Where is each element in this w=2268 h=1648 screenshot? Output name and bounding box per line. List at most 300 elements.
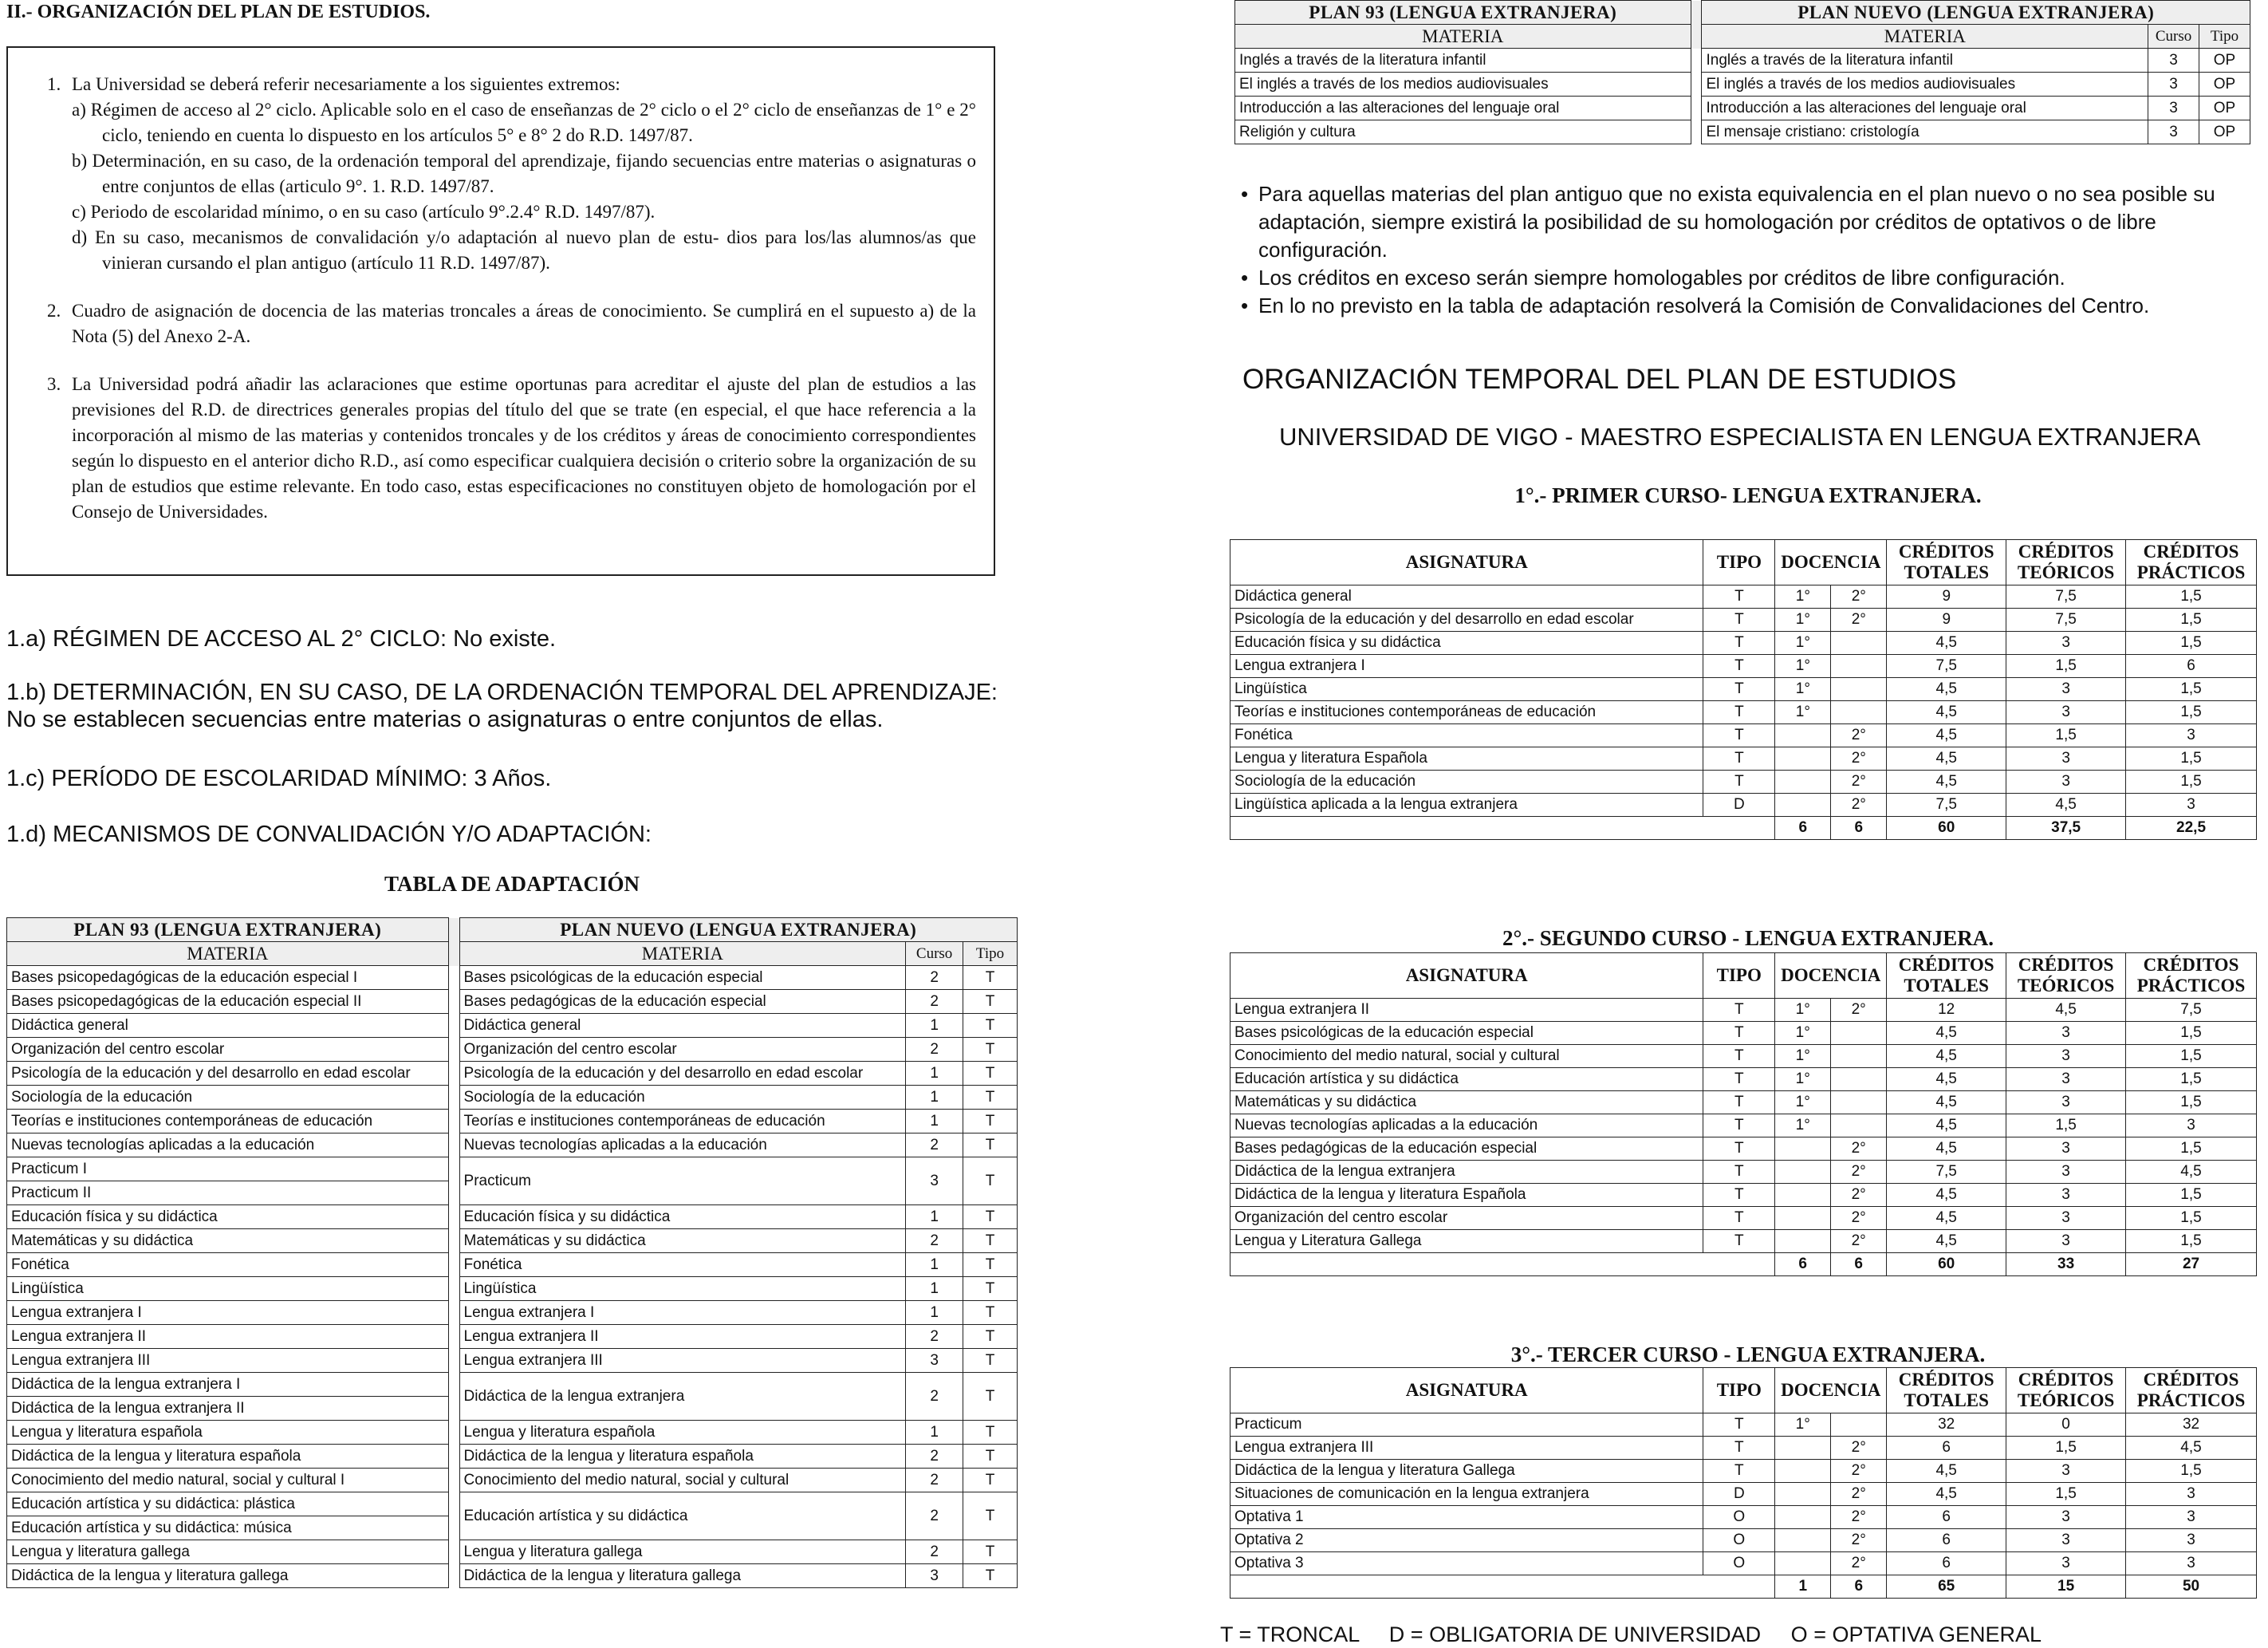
old-subject: Didáctica de la lengua extranjera II <box>7 1397 449 1421</box>
docencia-2-cell: 2° <box>1831 999 1887 1022</box>
new-subject: Lengua extranjera I <box>459 1301 906 1325</box>
adaptation-row <box>7 1349 1018 1373</box>
tipo-header-2: Tipo <box>2199 25 2250 49</box>
gap-cell <box>448 1038 459 1062</box>
totales-cell: 4,5 <box>1887 724 2006 747</box>
gap-cell <box>448 1540 459 1564</box>
course-row <box>1230 1207 2257 1230</box>
practicos-cell: 1,5 <box>2126 1207 2257 1230</box>
note-1-text: 1. La Universidad se deberá referir necesariamente a los siguientes extremos: <box>72 74 620 94</box>
subject-cell: Didáctica de la lengua y literatura Gallega <box>1230 1460 1703 1483</box>
teoricos-cell: 3 <box>2006 771 2126 794</box>
tipo-cell: T <box>1703 1230 1775 1253</box>
totales-cell: 4,5 <box>1887 678 2006 701</box>
gap-cell <box>448 1157 459 1205</box>
teoricos-cell: 3 <box>2006 632 2126 655</box>
docencia-1-cell: 1° <box>1775 1045 1831 1068</box>
curso-cell: 2 <box>906 1445 963 1469</box>
materia-old-header-2: MATERIA <box>1235 25 1691 49</box>
docencia-2-cell: 2° <box>1831 1137 1887 1161</box>
notes-box <box>6 46 995 576</box>
curso-cell: 3 <box>2148 49 2199 73</box>
course-row <box>1230 1068 2257 1091</box>
gap-cell <box>1691 120 1702 144</box>
new-subject: Lingüística <box>459 1277 906 1301</box>
tipo-cell: T <box>963 1373 1018 1421</box>
gap-cell <box>1691 73 1702 97</box>
tipo-cell: T <box>963 1157 1018 1205</box>
course-2-title: 2°.- SEGUNDO CURSO - LENGUA EXTRANJERA. <box>1502 926 1994 950</box>
totales-cell: 4,5 <box>1887 1045 2006 1068</box>
docencia-2-cell: 2° <box>1831 1207 1887 1230</box>
teoricos-cell: 1,5 <box>2006 655 2126 678</box>
old-subject: Educación artística y su didáctica: música <box>7 1516 449 1540</box>
curso-cell: 1 <box>906 1062 963 1086</box>
curso-cell: 3 <box>2148 120 2199 144</box>
docencia-2-cell: 2° <box>1831 1506 1887 1529</box>
course-1-table-wrap <box>1230 539 2257 840</box>
tipo-cell: T <box>1703 1114 1775 1137</box>
course-row <box>1230 747 2257 771</box>
tipo-cell: T <box>963 1277 1018 1301</box>
docencia-1-cell <box>1775 794 1831 817</box>
docencia-2-cell: 2° <box>1831 585 1887 609</box>
new-subject: Fonética <box>459 1253 906 1277</box>
old-subject: Psicología de la educación y del desarrollo en edad escolar <box>7 1062 449 1086</box>
creditos-practicos-header: CRÉDITOS PRÁCTICOS <box>2126 540 2257 585</box>
course-1-title: 1°.- PRIMER CURSO- LENGUA EXTRANJERA. <box>1514 483 1982 507</box>
gap-cell <box>1691 49 1702 73</box>
teoricos-cell: 3 <box>2006 1506 2126 1529</box>
subject-cell: Didáctica de la lengua extranjera <box>1230 1161 1703 1184</box>
tipo-cell: T <box>963 1349 1018 1373</box>
tipo-cell: T <box>963 1205 1018 1229</box>
totals-blank <box>1230 1253 1775 1276</box>
docencia-1-cell <box>1775 1529 1831 1552</box>
new-subject: Matemáticas y su didáctica <box>459 1229 906 1253</box>
docencia-2-cell: 2° <box>1831 1161 1887 1184</box>
practicos-cell: 1,5 <box>2126 1184 2257 1207</box>
adaptation-row <box>7 1469 1018 1492</box>
new-subject: Teorías e instituciones contemporáneas de educación <box>459 1110 906 1133</box>
docencia-2-cell: 2° <box>1831 1483 1887 1506</box>
practicos-cell: 1,5 <box>2126 1091 2257 1114</box>
docencia-1-total: 1 <box>1775 1575 1831 1599</box>
subject-cell: Organización del centro escolar <box>1230 1207 1703 1230</box>
old-subject: Lengua y literatura gallega <box>7 1540 449 1564</box>
old-subject: Introducción a las alteraciones del lenguaje oral <box>1235 97 1691 120</box>
teoricos-cell: 1,5 <box>2006 1437 2126 1460</box>
gap-cell <box>448 966 459 990</box>
subject-cell: Didáctica de la lengua y literatura Española <box>1230 1184 1703 1207</box>
new-subject: El inglés a través de los medios audiovisuales <box>1702 73 2148 97</box>
curso-cell: 3 <box>906 1157 963 1205</box>
curso-cell: 2 <box>906 966 963 990</box>
teoricos-cell: 3 <box>2006 678 2126 701</box>
adaptation-row <box>7 1564 1018 1588</box>
totales-cell: 4,5 <box>1887 1114 2006 1137</box>
docencia-1-cell <box>1775 724 1831 747</box>
totales-cell: 12 <box>1887 999 2006 1022</box>
curso-cell: 2 <box>906 1133 963 1157</box>
practicos-cell: 32 <box>2126 1413 2257 1437</box>
teoricos-cell: 3 <box>2006 1230 2126 1253</box>
docencia-1-cell <box>1775 1460 1831 1483</box>
totales-cell: 4,5 <box>1887 701 2006 724</box>
practicos-cell: 1,5 <box>2126 747 2257 771</box>
curso-cell: 1 <box>906 1014 963 1038</box>
subject-cell: Conocimiento del medio natural, social y cultural <box>1230 1045 1703 1068</box>
new-subject: Educación artística y su didáctica <box>459 1492 906 1540</box>
curso-cell: 1 <box>906 1277 963 1301</box>
old-subject: Lengua extranjera I <box>7 1301 449 1325</box>
tipo-cell: D <box>1703 794 1775 817</box>
new-subject: Educación física y su didáctica <box>459 1205 906 1229</box>
teoricos-cell: 3 <box>2006 1552 2126 1575</box>
curso-cell: 2 <box>906 1325 963 1349</box>
subject-cell: Didáctica general <box>1230 585 1703 609</box>
course-header-row <box>1230 540 2257 585</box>
course-table <box>1230 1367 2257 1599</box>
subject-cell: Lengua extranjera III <box>1230 1437 1703 1460</box>
docencia-2-total: 6 <box>1831 817 1887 840</box>
course-2-table-wrap <box>1230 952 2257 1276</box>
temporal-order-text: No se establecen secuencias entre materias o asignaturas o entre conjuntos de ellas. <box>6 707 884 732</box>
practicos-total: 22,5 <box>2126 817 2257 840</box>
tipo-cell: T <box>963 1038 1018 1062</box>
subject-cell: Situaciones de comunicación en la lengua extranjera <box>1230 1483 1703 1506</box>
adaptation-row <box>1235 73 2250 97</box>
course-row <box>1230 609 2257 632</box>
docencia-1-cell <box>1775 1207 1831 1230</box>
docencia-1-cell <box>1775 1506 1831 1529</box>
old-subject: Lengua extranjera II <box>7 1325 449 1349</box>
totales-cell: 7,5 <box>1887 655 2006 678</box>
subject-cell: Optativa 2 <box>1230 1529 1703 1552</box>
practicos-cell: 3 <box>2126 1552 2257 1575</box>
tipo-cell: T <box>1703 609 1775 632</box>
org-title: ORGANIZACIÓN TEMPORAL DEL PLAN DE ESTUDIOS <box>1242 364 1957 395</box>
creditos-teoricos-header: CRÉDITOS TEÓRICOS <box>2006 540 2126 585</box>
adaptation-row <box>7 1373 1018 1397</box>
docencia-2-cell: 2° <box>1831 609 1887 632</box>
subject-cell: Lingüística aplicada a la lengua extranjera <box>1230 794 1703 817</box>
course-totals-row <box>1230 1575 2257 1599</box>
totales-cell: 9 <box>1887 585 2006 609</box>
docencia-1-cell: 1° <box>1775 701 1831 724</box>
docencia-1-cell: 1° <box>1775 1068 1831 1091</box>
tipo-cell: O <box>1703 1529 1775 1552</box>
univ-title: UNIVERSIDAD DE VIGO - MAESTRO ESPECIALISTA EN LENGUA EXTRANJERA <box>1279 423 2201 451</box>
curso-cell: 2 <box>906 1469 963 1492</box>
practicos-cell: 1,5 <box>2126 1460 2257 1483</box>
old-subject: Organización del centro escolar <box>7 1038 449 1062</box>
tipo-cell: OP <box>2199 120 2250 144</box>
old-subject: Educación física y su didáctica <box>7 1205 449 1229</box>
note-1b: b) Determinación, en su caso, de la ordenación temporal del aprendizaje, fijando secuencias entre materias o asignaturas o entre conjuntos de ellas (articulo 9°. 1. R.D. 1497/87. <box>72 151 976 196</box>
tipo-cell: T <box>1703 1184 1775 1207</box>
docencia-2-cell: 2° <box>1831 1460 1887 1483</box>
course-row <box>1230 1506 2257 1529</box>
tipo-cell: T <box>963 1229 1018 1253</box>
practicos-cell: 3 <box>2126 1114 2257 1137</box>
teoricos-cell: 1,5 <box>2006 1114 2126 1137</box>
subject-cell: Optativa 1 <box>1230 1506 1703 1529</box>
practicos-total: 27 <box>2126 1253 2257 1276</box>
old-subject: Bases psicopedagógicas de la educación especial II <box>7 990 449 1014</box>
teoricos-cell: 4,5 <box>2006 999 2126 1022</box>
tipo-cell: D <box>1703 1483 1775 1506</box>
tipo-cell: T <box>963 1301 1018 1325</box>
gap-cell <box>448 1086 459 1110</box>
totales-cell: 4,5 <box>1887 1230 2006 1253</box>
docencia-1-cell: 1° <box>1775 1114 1831 1137</box>
docencia-1-cell: 1° <box>1775 655 1831 678</box>
course-row <box>1230 1184 2257 1207</box>
totales-cell: 7,5 <box>1887 794 2006 817</box>
adaptation-row <box>7 1421 1018 1445</box>
old-subject: Lengua extranjera III <box>7 1349 449 1373</box>
tipo-cell: T <box>1703 1068 1775 1091</box>
old-subject: Didáctica general <box>7 1014 449 1038</box>
course-row <box>1230 1091 2257 1114</box>
course-row <box>1230 724 2257 747</box>
tipo-cell: T <box>963 990 1018 1014</box>
creditos-practicos-header: CRÉDITOS PRÁCTICOS <box>2126 953 2257 999</box>
docencia-2-cell <box>1831 678 1887 701</box>
curso-cell: 1 <box>906 1205 963 1229</box>
totales-cell: 4,5 <box>1887 1137 2006 1161</box>
new-subject: Lengua extranjera II <box>459 1325 906 1349</box>
curso-cell: 3 <box>906 1349 963 1373</box>
practicos-cell: 1,5 <box>2126 1045 2257 1068</box>
old-subject: El inglés a través de los medios audiovisuales <box>1235 73 1691 97</box>
note-1d: d) En su caso, mecanismos de convalidación y/o adaptación al nuevo plan de estu- dios para los/las alumnos/as que vinieran cursando el plan antiguo (artículo 11 R.D. 1497/87). <box>72 227 976 273</box>
docencia-1-cell: 1° <box>1775 585 1831 609</box>
docencia-2-cell <box>1831 1114 1887 1137</box>
adaptation-row <box>7 1301 1018 1325</box>
adaptation-row <box>1235 97 2250 120</box>
adaptation-row <box>7 1062 1018 1086</box>
practicos-cell: 1,5 <box>2126 678 2257 701</box>
adaptation-row <box>7 1014 1018 1038</box>
subject-cell: Lengua extranjera I <box>1230 655 1703 678</box>
course-row <box>1230 585 2257 609</box>
practicos-cell: 3 <box>2126 794 2257 817</box>
docencia-2-cell <box>1831 1091 1887 1114</box>
gap-cell <box>448 1301 459 1325</box>
course-totals-row <box>1230 1253 2257 1276</box>
temporal-order-heading: 1.b) DETERMINACIÓN, EN SU CASO, DE LA ORDENACIÓN TEMPORAL DEL APRENDIZAJE: <box>6 680 998 705</box>
docencia-1-cell <box>1775 771 1831 794</box>
bullet-1: • Para aquellas materias del plan antiguo que no exista equivalencia en el plan nuevo o no sea posible su adaptación, siempre existirá la posibilidad de su homologación por créditos de optativos o de libre configuración. <box>1258 180 2250 264</box>
section-title: II.- ORGANIZACIÓN DEL PLAN DE ESTUDIOS. <box>6 2 431 22</box>
old-subject: Didáctica de la lengua y literatura gallega <box>7 1564 449 1588</box>
course-row <box>1230 1437 2257 1460</box>
old-subject: Practicum II <box>7 1181 449 1205</box>
practicos-cell: 3 <box>2126 1483 2257 1506</box>
curso-cell: 2 <box>906 1229 963 1253</box>
totales-cell: 4,5 <box>1887 1483 2006 1506</box>
totales-cell: 9 <box>1887 609 2006 632</box>
docencia-1-cell <box>1775 1230 1831 1253</box>
tipo-cell: OP <box>2199 73 2250 97</box>
teoricos-cell: 3 <box>2006 1207 2126 1230</box>
plan93-header: PLAN 93 (LENGUA EXTRANJERA) <box>7 918 449 942</box>
tipo-cell: T <box>963 1469 1018 1492</box>
docencia-1-cell: 1° <box>1775 632 1831 655</box>
practicos-cell: 1,5 <box>2126 632 2257 655</box>
docencia-1-cell <box>1775 1552 1831 1575</box>
tipo-cell: T <box>1703 747 1775 771</box>
gap-cell <box>448 1469 459 1492</box>
tipo-header: TIPO <box>1703 953 1775 999</box>
note-2: 2. Cuadro de asignación de docencia de las materias troncales a áreas de conocimiento. Se cumplirá en el supuesto a) de la Nota (5) del Anexo 2-A. <box>65 298 976 349</box>
course-row <box>1230 999 2257 1022</box>
old-subject: Religión y cultura <box>1235 120 1691 144</box>
tipo-cell: T <box>963 1110 1018 1133</box>
min-period: 1.c) PERÍODO DE ESCOLARIDAD MÍNIMO: 3 Años. <box>6 766 552 791</box>
teoricos-cell: 3 <box>2006 1460 2126 1483</box>
new-subject: Didáctica de la lengua y literatura gallega <box>459 1564 906 1588</box>
practicos-cell: 1,5 <box>2126 1068 2257 1091</box>
course-row <box>1230 1552 2257 1575</box>
adaptation-row <box>7 1133 1018 1157</box>
tipo-cell: T <box>963 1062 1018 1086</box>
docencia-1-cell <box>1775 1483 1831 1506</box>
docencia-header: DOCENCIA <box>1775 1368 1887 1413</box>
tipo-cell: T <box>1703 724 1775 747</box>
totales-cell: 4,5 <box>1887 632 2006 655</box>
docencia-1-cell <box>1775 1184 1831 1207</box>
subject-cell: Psicología de la educación y del desarrollo en edad escolar <box>1230 609 1703 632</box>
subject-cell: Educación física y su didáctica <box>1230 632 1703 655</box>
adaptation-row <box>7 1157 1018 1181</box>
subject-cell: Practicum <box>1230 1413 1703 1437</box>
totales-total: 65 <box>1887 1575 2006 1599</box>
docencia-2-cell: 2° <box>1831 747 1887 771</box>
adaptation-row <box>1235 120 2250 144</box>
adaptation-row <box>7 990 1018 1014</box>
gap-cell <box>448 1133 459 1157</box>
totales-cell: 6 <box>1887 1552 2006 1575</box>
course-row <box>1230 1529 2257 1552</box>
adaptation-table-wrap <box>6 917 1018 1588</box>
docencia-2-cell: 2° <box>1831 1230 1887 1253</box>
adaptation-row <box>7 1038 1018 1062</box>
gap-cell <box>448 1325 459 1349</box>
subject-cell: Optativa 3 <box>1230 1552 1703 1575</box>
tipo-cell: T <box>1703 678 1775 701</box>
curso-cell: 2 <box>906 990 963 1014</box>
docencia-2-cell <box>1831 701 1887 724</box>
tipo-cell: T <box>1703 1413 1775 1437</box>
totales-cell: 4,5 <box>1887 1091 2006 1114</box>
docencia-2-total: 6 <box>1831 1253 1887 1276</box>
gap-cell <box>1691 97 1702 120</box>
curso-header: Curso <box>906 942 963 966</box>
tipo-cell: T <box>963 1445 1018 1469</box>
adaptation-row <box>7 1110 1018 1133</box>
old-subject: Sociología de la educación <box>7 1086 449 1110</box>
old-subject: Teorías e instituciones contemporáneas de educación <box>7 1110 449 1133</box>
adaptation-row <box>7 1540 1018 1564</box>
old-subject: Educación artística y su didáctica: plástica <box>7 1492 449 1516</box>
docencia-1-cell: 1° <box>1775 1091 1831 1114</box>
tipo-cell: T <box>963 1540 1018 1564</box>
docencia-2-cell: 2° <box>1831 771 1887 794</box>
adaptation-row <box>7 1277 1018 1301</box>
new-subject: Practicum <box>459 1157 906 1205</box>
practicos-cell: 1,5 <box>2126 1137 2257 1161</box>
asignatura-header: ASIGNATURA <box>1230 540 1703 585</box>
course-table <box>1230 539 2257 840</box>
docencia-2-cell <box>1831 1068 1887 1091</box>
tipo-cell: T <box>1703 771 1775 794</box>
tipo-cell: T <box>963 1253 1018 1277</box>
tipo-cell: T <box>963 1421 1018 1445</box>
totales-cell: 4,5 <box>1887 1207 2006 1230</box>
adaptation-notes <box>1238 180 2250 320</box>
tipo-cell: T <box>1703 1045 1775 1068</box>
totales-cell: 6 <box>1887 1437 2006 1460</box>
note-1a: a) Régimen de acceso al 2° ciclo. Aplicable solo en el caso de enseñanzas de 2° ciclo o el 2° ciclo de enseñanzas de 1° e 2° ciclo, teniendo en cuenta lo dispuesto en los artículos 5° e 8° 2 do R.D. 1497/87. <box>72 100 976 145</box>
old-subject: Didáctica de la lengua y literatura española <box>7 1445 449 1469</box>
old-subject: Didáctica de la lengua extranjera I <box>7 1373 449 1397</box>
tipo-cell: T <box>1703 632 1775 655</box>
course-row <box>1230 701 2257 724</box>
subject-cell: Lengua extranjera II <box>1230 999 1703 1022</box>
docencia-2-cell: 2° <box>1831 724 1887 747</box>
gap-cell <box>448 1421 459 1445</box>
teoricos-cell: 3 <box>2006 1529 2126 1552</box>
plannuevo-header-2: PLAN NUEVO (LENGUA EXTRANJERA) <box>1702 1 2250 25</box>
curso-cell: 3 <box>906 1564 963 1588</box>
gap-cell <box>448 1253 459 1277</box>
adaptation-row <box>7 1253 1018 1277</box>
curso-cell: 1 <box>906 1253 963 1277</box>
gap-cell <box>448 1014 459 1038</box>
course-row <box>1230 1460 2257 1483</box>
tipo-cell: T <box>1703 701 1775 724</box>
creditos-totales-header: CRÉDITOS TOTALES <box>1887 953 2006 999</box>
teoricos-cell: 3 <box>2006 1068 2126 1091</box>
practicos-cell: 1,5 <box>2126 585 2257 609</box>
teoricos-cell: 1,5 <box>2006 724 2126 747</box>
docencia-1-cell: 1° <box>1775 1022 1831 1045</box>
adaptation-table <box>6 917 1018 1588</box>
gap-cell <box>448 1277 459 1301</box>
docencia-header: DOCENCIA <box>1775 953 1887 999</box>
new-subject: Lengua extranjera III <box>459 1349 906 1373</box>
tipo-cell: T <box>1703 1137 1775 1161</box>
totales-cell: 32 <box>1887 1413 2006 1437</box>
gap-cell <box>448 1349 459 1373</box>
totals-blank <box>1230 817 1775 840</box>
teoricos-cell: 3 <box>2006 1045 2126 1068</box>
totales-cell: 4,5 <box>1887 1184 2006 1207</box>
course-3-table-wrap <box>1230 1367 2257 1599</box>
tipo-header: TIPO <box>1703 540 1775 585</box>
adaptation-table-continued <box>1234 0 2250 144</box>
course-row <box>1230 1413 2257 1437</box>
practicos-cell: 3 <box>2126 1506 2257 1529</box>
adaptation-row <box>7 966 1018 990</box>
docencia-2-total: 6 <box>1831 1575 1887 1599</box>
course-row <box>1230 1230 2257 1253</box>
docencia-2-cell <box>1831 655 1887 678</box>
new-subject: Organización del centro escolar <box>459 1038 906 1062</box>
